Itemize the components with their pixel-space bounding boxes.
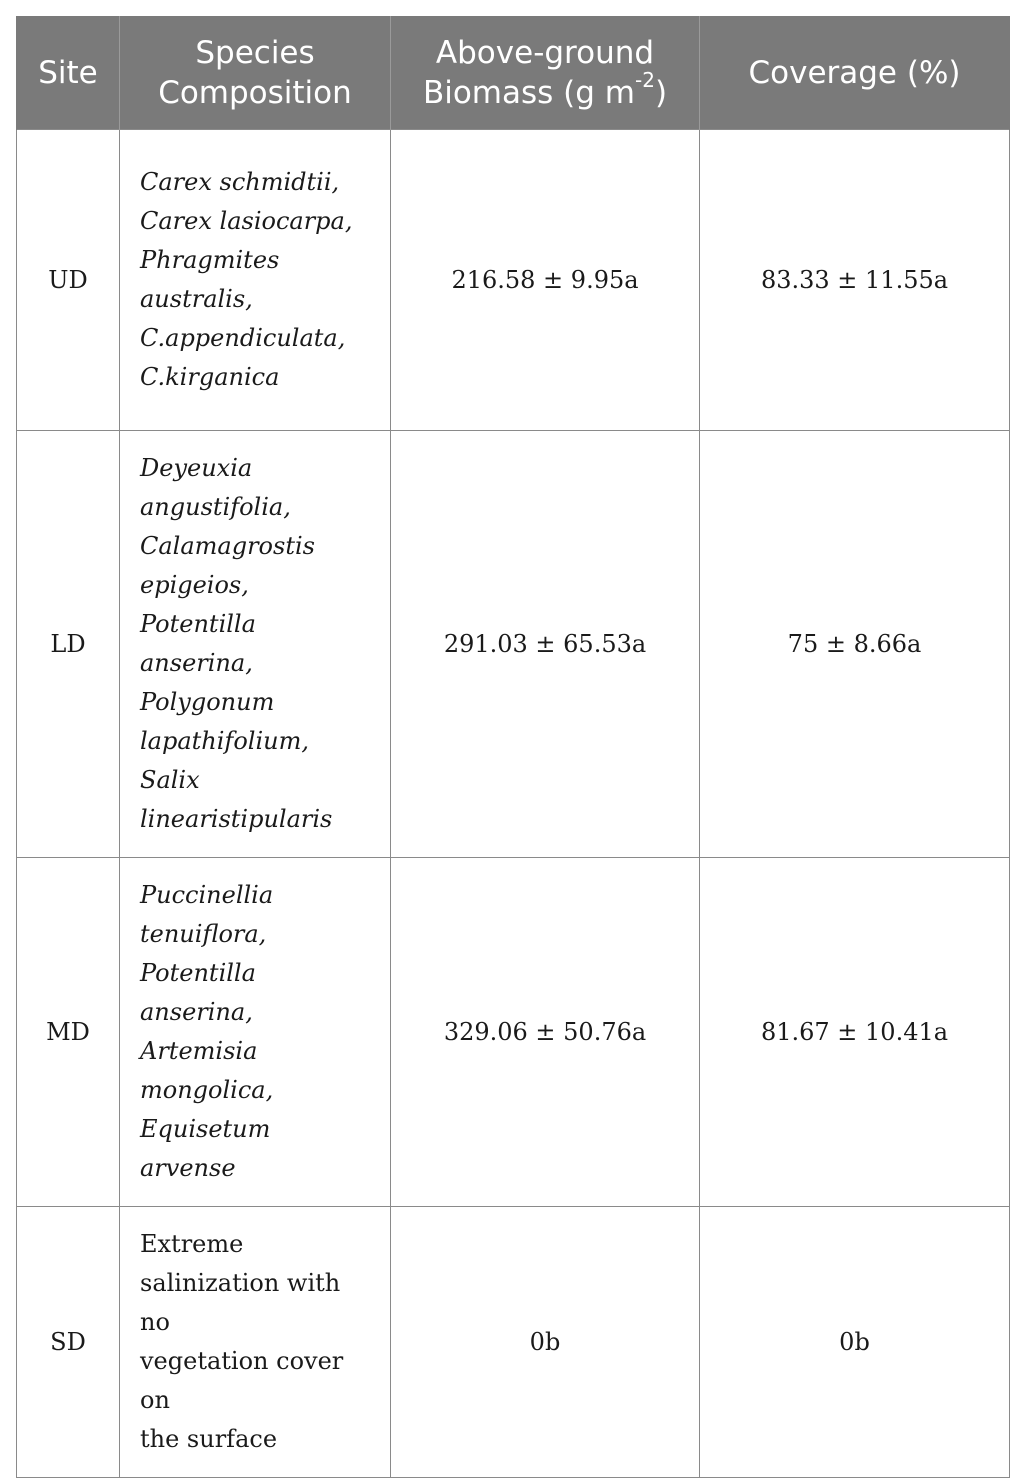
table-row-ld (17, 431, 1010, 858)
cell-species-composition: Deyeuxia angustifolia, Calamagrostis epigeios, Potentilla anserina, Polygonum lapathifolium, Salix linearistipularis (120, 431, 391, 858)
table-row-sd (17, 1207, 1010, 1478)
cell-biomass: 329.06 ± 50.76a (391, 858, 700, 1207)
cell-biomass: 0b (391, 1207, 700, 1478)
cell-coverage: 75 ± 8.66a (700, 431, 1010, 858)
cell-site: MD (17, 858, 120, 1207)
cell-site: UD (17, 130, 120, 431)
table-row-md (17, 858, 1010, 1207)
cell-site: LD (17, 431, 120, 858)
cell-species-composition: Puccinellia tenuiflora, Potentilla anserina, Artemisia mongolica, Equisetum arvense (120, 858, 391, 1207)
table-row-ud (17, 130, 1010, 431)
vegetation-table (16, 16, 1010, 1478)
cell-site: SD (17, 1207, 120, 1478)
cell-species-composition: Extreme salinization with no vegetation cover on the surface (120, 1207, 391, 1478)
header-coverage: Coverage (%) (700, 16, 1010, 130)
header-row (17, 16, 1010, 130)
cell-biomass: 291.03 ± 65.53a (391, 431, 700, 858)
header-site: Site (17, 16, 120, 130)
cell-coverage: 0b (700, 1207, 1010, 1478)
cell-coverage: 83.33 ± 11.55a (700, 130, 1010, 431)
cell-coverage: 81.67 ± 10.41a (700, 858, 1010, 1207)
cell-biomass: 216.58 ± 9.95a (391, 130, 700, 431)
header-above-ground-biomass: Above-ground Biomass (g $m^{-2}$) (391, 16, 700, 130)
cell-species-composition: Carex schmidtii, Carex lasiocarpa, Phragmites australis, C.appendiculata, C.kirganica (120, 130, 391, 431)
header-species-composition: Species Composition (120, 16, 391, 130)
